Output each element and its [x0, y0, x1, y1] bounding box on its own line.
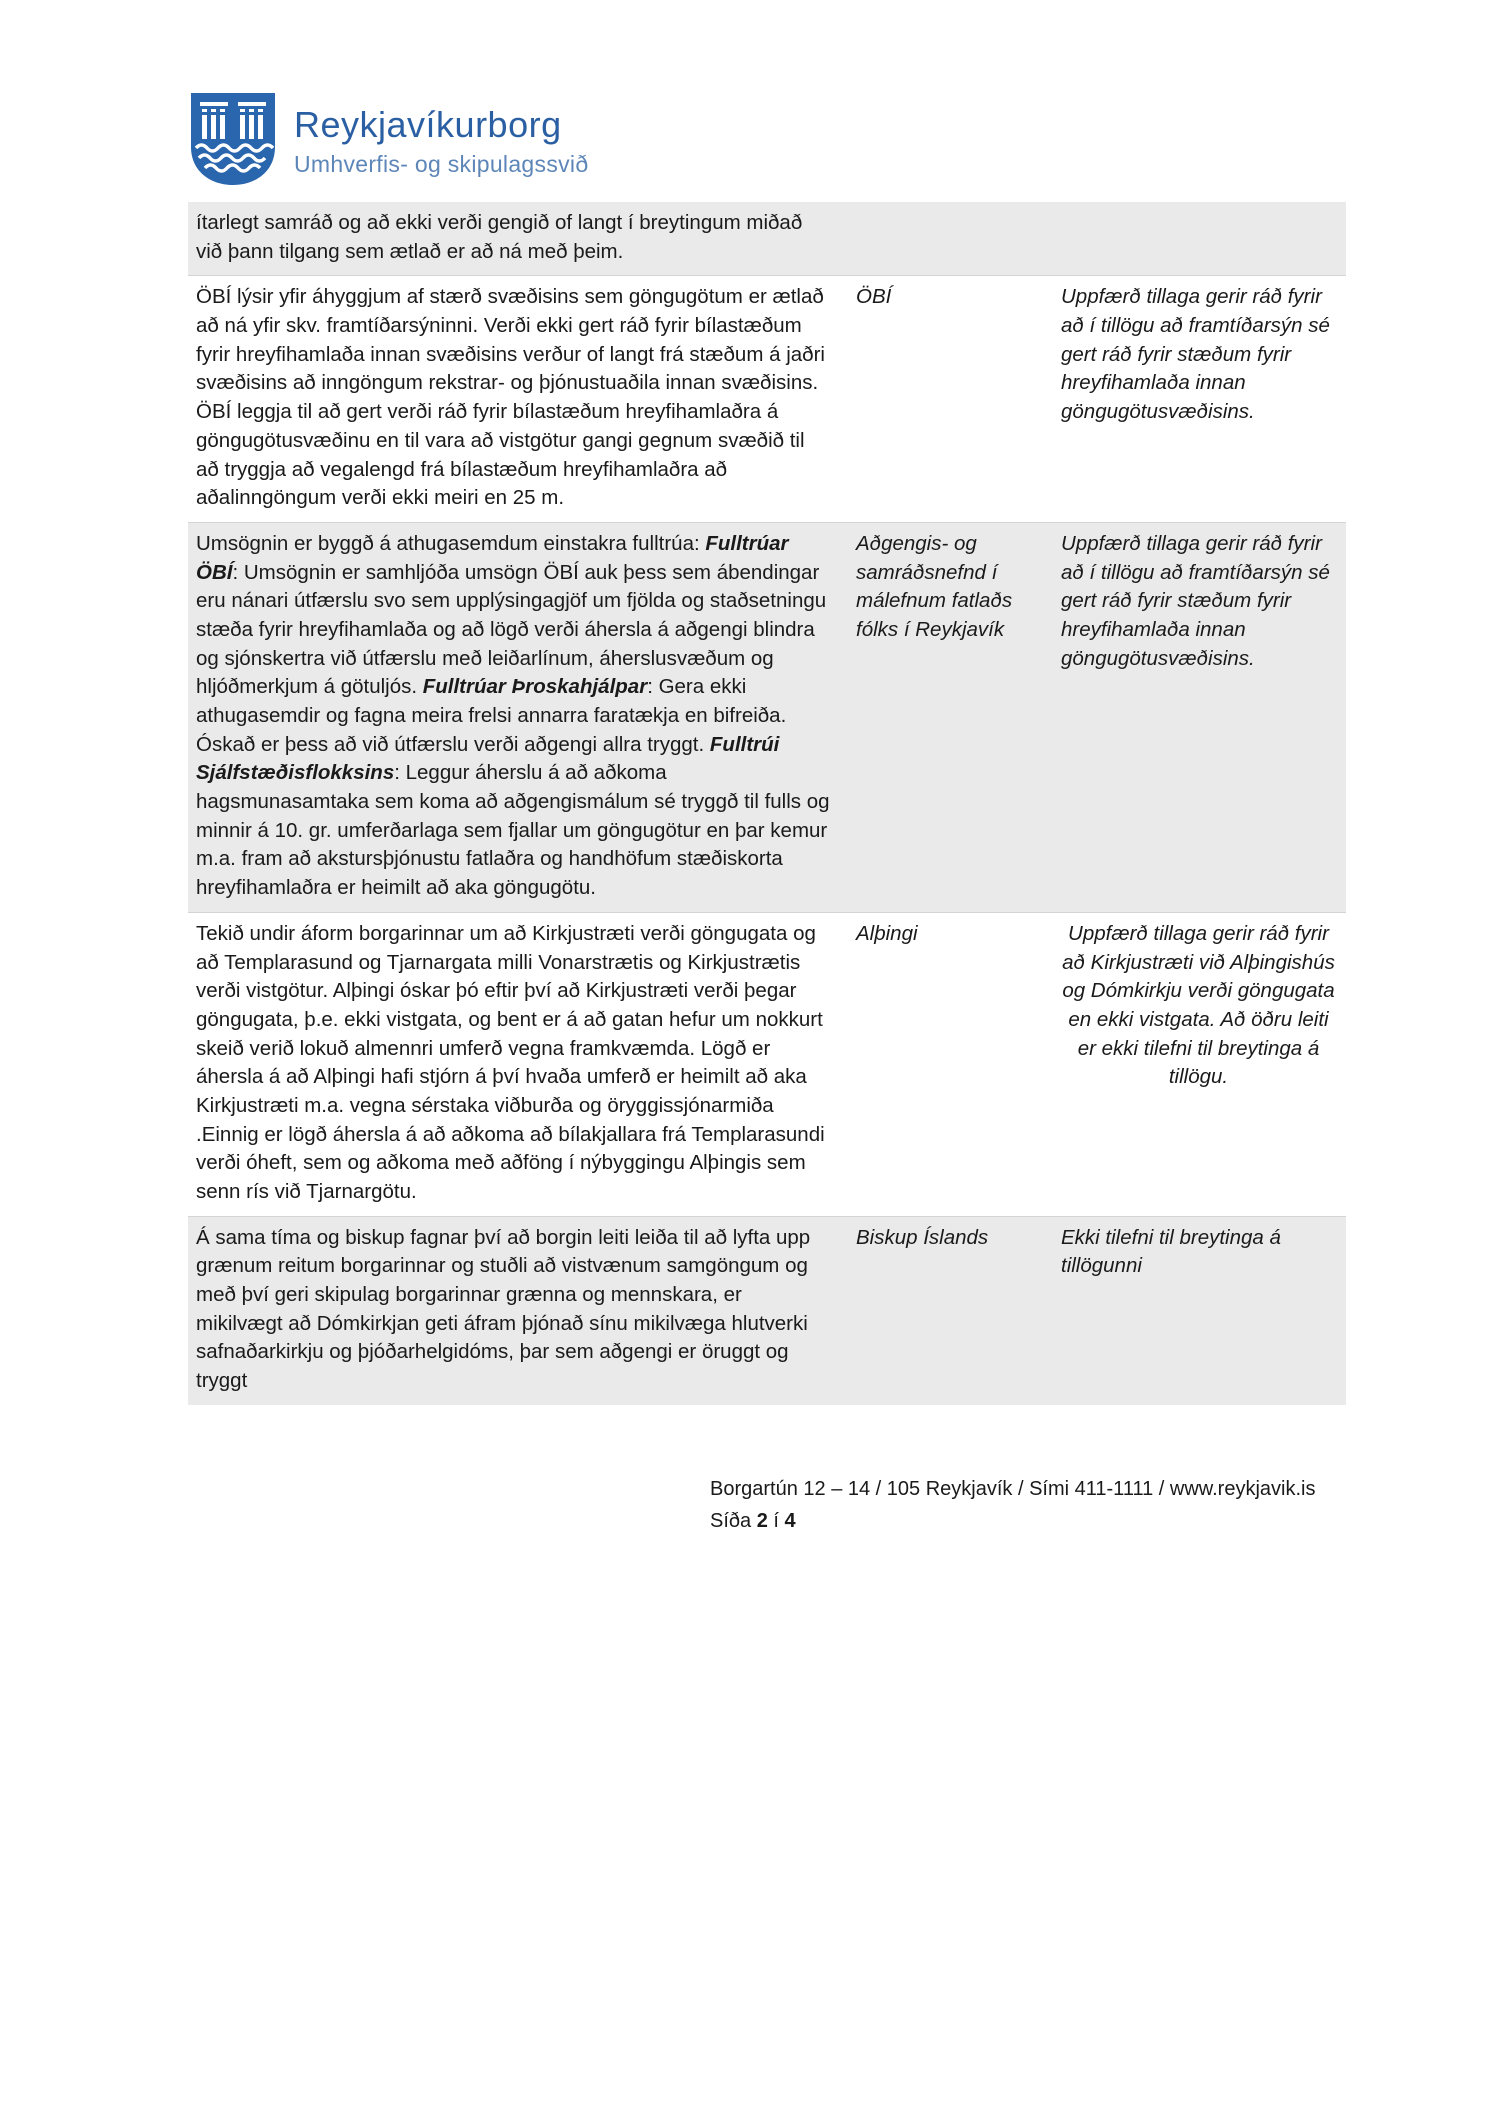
page-label: Síða — [710, 1509, 752, 1532]
response-cell: Ekki tilefni til breytinga á tillögunni — [1053, 1216, 1346, 1405]
source-cell: ÖBÍ — [848, 276, 1053, 523]
document-footer — [710, 1473, 1350, 1537]
comment-cell: ítarlegt samráð og að ekki verði gengið of langt í breytingum miðað við þann tilgang sem ætlað er að ná með þeim. — [188, 202, 848, 276]
table-row — [188, 1216, 1346, 1405]
org-name: Reykjavíkurborg — [294, 104, 562, 145]
response-cell — [1053, 202, 1346, 276]
source-cell: Alþingi — [848, 912, 1053, 1216]
letterhead — [188, 90, 1350, 188]
source-cell — [848, 202, 1053, 276]
table-row — [188, 522, 1346, 912]
table-row — [188, 912, 1346, 1216]
comment-cell: Á sama tíma og biskup fagnar því að borgin leiti leiða til að lyfta upp grænum reitum borgarinnar og stuðli að vistvænum samgöngum og með því geri skipulag borgarinnar grænna og mennskara, er mikilvægt að Dómkirkjan geti áfram þjónað sínu mikilvæga hlutverki safnaðarkirkju og þjóðarhelgidóms, þar sem aðgengi er öruggt og tryggt — [188, 1216, 848, 1405]
reykjavik-coat-of-arms-logo — [188, 90, 278, 188]
comment-cell: ÖBÍ lýsir yfir áhyggjum af stærð svæðisins sem göngugötum er ætlað að ná yfir skv. framtíðarsýninni. Verði ekki gert ráð fyrir bílastæðum fyrir hreyfihamlaða innan svæðisins verður of langt frá stæðum á jaðri svæðisins að inngöngum rekstrar- og þjónustuaðila innan svæðisins. ÖBÍ leggja til að gert verði ráð fyrir bílastæðum hreyfihamlaðra á göngugötusvæðinu en til vara að vistgötur gangi gegnum svæðið til að tryggja að vegalengd frá bílastæðum hreyfihamlaðra að aðalinngöngum verði ekki meiri en 25 m. — [188, 276, 848, 523]
comment-cell: Umsögnin er byggð á athugasemdum einstakra fulltrúa: Fulltrúar ÖBÍ: Umsögnin er samhljóða umsögn ÖBÍ auk þess sem ábendingar eru nánari útfærslu svo sem upplýsingagjöf um fjölda og staðsetningu stæða fyrir hreyfihamlaða og að lögð verði áhersla á aðgengi blindra og sjónskertra við útfærslu með leiðarlínum, áherslusvæðum og hljóðmerkjum á götuljós. Fulltrúar Þroskahjálpar: Gera ekki athugasemdir og fagna meira frelsi annarra faratækja en bifreiða. Óskað er þess að við útfærslu verði aðgengi allra tryggt. Fulltrúi Sjálfstæðisflokksins: Leggur áherslu á að aðkoma hagsmunasamtaka sem koma að aðgengismálum sé tryggð til fulls og minnir á 10. gr. umferðarlaga sem fjallar um göngugötur en þar kemur m.a. fram að akstursþjónustu fatlaðra og handhöfum stæðiskorta hreyfihamlaðra er heimilt að aka göngugötu. — [188, 522, 848, 912]
response-cell: Uppfærð tillaga gerir ráð fyrir að Kirkjustræti við Alþingishús og Dómkirkju verði göngugata en ekki vistgata. Að öðru leiti er ekki tilefni til breytinga á tillögu. — [1053, 912, 1346, 1216]
footer-address: Borgartún 12 – 14 / 105 Reykjavík / Sími 411-1111 / www.reykjavik.is — [710, 1477, 1316, 1500]
source-cell: Aðgengis- og samráðsnefnd í málefnum fatlaðs fólks í Reykjavík — [848, 522, 1053, 912]
page-current: 2 — [756, 1509, 768, 1532]
org-identity — [294, 90, 588, 178]
page-total: 4 — [784, 1509, 796, 1532]
org-department: Umhverfis- og skipulagssvið — [294, 151, 589, 178]
footer-page-number — [710, 1505, 1350, 1537]
source-cell: Biskup Íslands — [848, 1216, 1053, 1405]
response-cell: Uppfærð tillaga gerir ráð fyrir að í tillögu að framtíðarsýn sé gert ráð fyrir stæðum fyrir hreyfihamlaða innan göngugötusvæðisins. — [1053, 522, 1346, 912]
response-cell: Uppfærð tillaga gerir ráð fyrir að í tillögu að framtíðarsýn sé gert ráð fyrir stæðum fyrir hreyfihamlaða innan göngugötusvæðisins. — [1053, 276, 1346, 523]
comments-table — [188, 202, 1346, 1405]
table-row — [188, 202, 1346, 276]
table-row — [188, 276, 1346, 523]
page-separator: í — [773, 1509, 779, 1532]
comment-cell: Tekið undir áform borgarinnar um að Kirkjustræti verði göngugata og að Templarasund og Tjarnargata milli Vonarstrætis og Kirkjustrætis verði vistgötur. Alþingi óskar þó eftir því að Kirkjustræti verði þegar göngugata, þ.e. ekki vistgata, og bent er á að gatan hefur um nokkurt skeið verið lokuð almennri umferð vegna framkvæmda. Lögð er áhersla á að Alþingi hafi stjórn á því hvaða umferð er heimilt að aka Kirkjustræti m.a. vegna sérstaka viðburða og öryggissjónarmiða .Einnig er lögð áhersla á að aðkoma að bílakjallara frá Templarasundi verði óheft, sem og aðkoma með aðföng í nýbyggingu Alþingis sem senn rís við Tjarnargötu. — [188, 912, 848, 1216]
